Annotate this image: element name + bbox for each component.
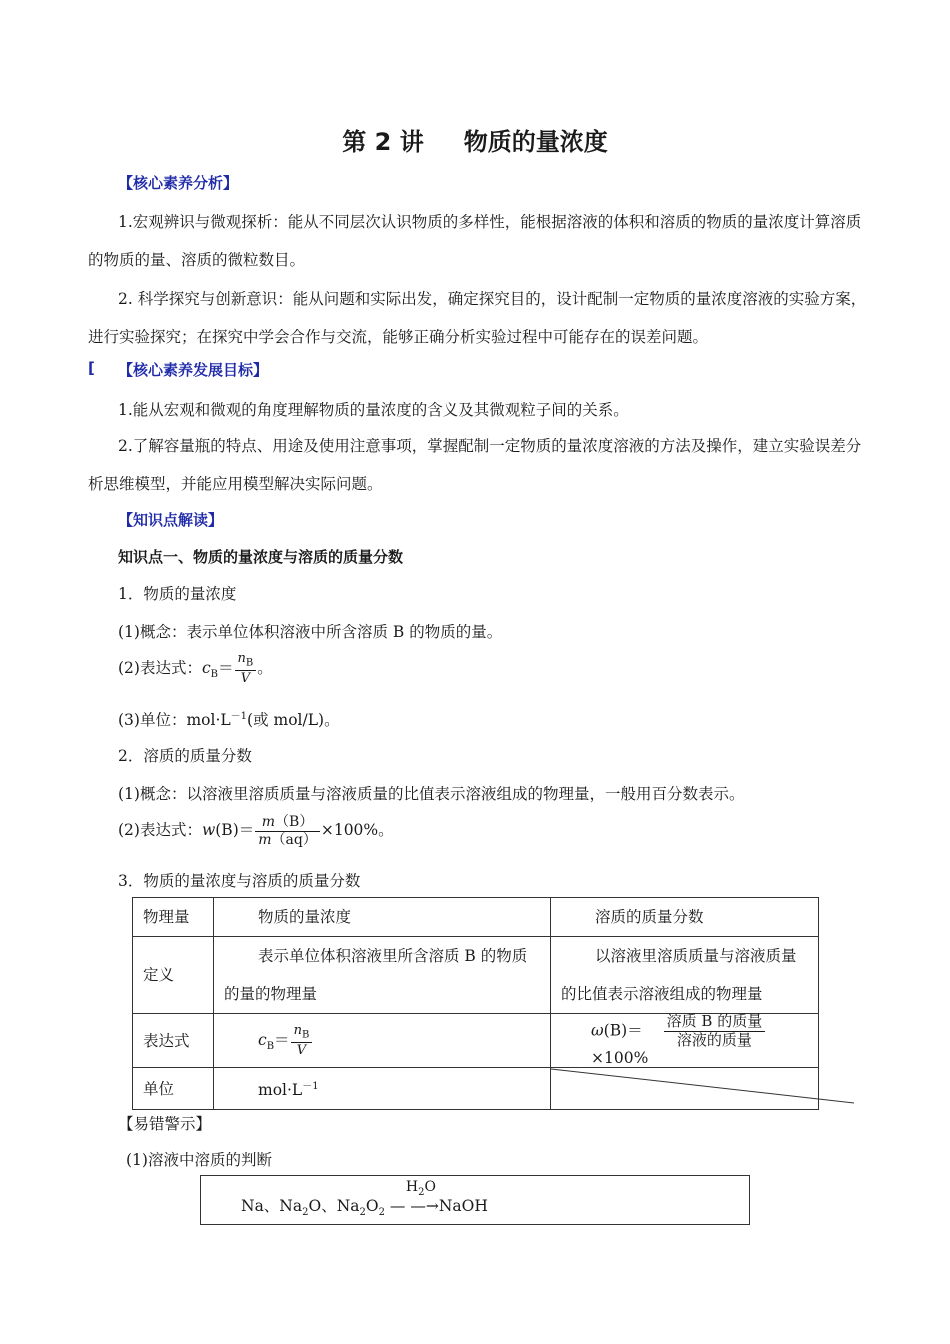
table-cell: 物理量: [133, 898, 214, 937]
table-cell: 单位: [133, 1068, 214, 1110]
section-2-title: 2．溶质的质量分数: [118, 747, 252, 765]
section-2-expression: (2)表达式：w(B)＝ $\frac{m(B)}{m(aq)}$ ×100%。: [118, 814, 394, 848]
table-cell: $mol\cdot L^{-1}$: [214, 1068, 551, 1110]
diagonal-line: [551, 1068, 854, 1104]
goals-paragraph-2: 2.了解容量瓶的特点、用途及使用注意事项，掌握配制一定物质的量浓度溶液的方法及操作，建立实验误差分析思维模型，并能应用模型解决实际问题。: [88, 437, 862, 493]
warning-heading: 【易错警示】: [118, 1115, 212, 1133]
knowledge-point-1: 知识点一、物质的量浓度与溶质的质量分数: [118, 548, 404, 566]
goals-heading: 【核心素养发展目标】: [118, 361, 269, 379]
table-cell: 溶质的质量分数: [551, 898, 819, 937]
goals-bracket: [: [88, 359, 95, 377]
table-row: [133, 1068, 819, 1110]
lecture-topic: 物质的量浓度: [463, 128, 608, 156]
water-label: $H_2O$: [405, 1179, 436, 1198]
comparison-table: [132, 897, 819, 1110]
reaction-box: [200, 1175, 750, 1225]
page-title: [0, 122, 950, 157]
core-analysis-heading: 【核心素养分析】: [118, 174, 239, 192]
table-row: [133, 937, 819, 1014]
section-1-expression: (2)表达式：$c_B=$ $\frac{n_B}{V}$ 。: [118, 651, 273, 687]
table-row: [133, 1014, 819, 1068]
goals-paragraph-1: 1.能从宏观和微观的角度理解物质的量浓度的含义及其微观粒子间的关系。: [118, 401, 629, 419]
table-cell: 定义: [133, 937, 214, 1014]
reaction-arrow: $H_2O$ — —→: [389, 1179, 439, 1215]
mass-fraction-fraction: $\frac{m(B)}{m(aq)}$: [255, 815, 320, 847]
concentration-fraction: $\frac{n_B}{V}$: [235, 652, 257, 686]
knowledge-heading: 【知识点解读】: [118, 511, 224, 529]
table-empty-cell: [551, 1068, 819, 1110]
lecture-number: 第 2 讲: [342, 128, 424, 156]
section-1-concept: (1)概念：表示单位体积溶液中所含溶质 B 的物质的量。: [118, 623, 503, 641]
warning-item-1: (1)溶液中溶质的判断: [126, 1151, 272, 1169]
section-2-concept: (1)概念：以溶液里溶质质量与溶液质量的比值表示溶液组成的物理量，一般用百分数表示。: [118, 785, 745, 803]
core-analysis-paragraph-1: 1.宏观辨识与微观探析：能从不同层次认识物质的多样性，能根据溶液的体积和溶质的物质的量浓度计算溶质的物质的量、溶质的微粒数目。: [88, 213, 862, 269]
section-3-title: 3．物质的量浓度与溶质的质量分数: [118, 872, 361, 890]
table-cell: 表示单位体积溶液里所含溶质 B 的物质的量的物理量: [214, 937, 551, 1014]
table-concentration-fraction: $\frac{n_B}{V}$: [291, 1024, 313, 1058]
table-cell: 表达式: [133, 1014, 214, 1068]
section-1-title: 1．物质的量浓度: [118, 585, 237, 603]
core-analysis-paragraph-2: 2. 科学探究与创新意识：能从问题和实际出发，确定探究目的，设计配制一定物质的量浓度溶液的实验方案，进行实验探究；在探究中学会合作与交流，能够正确分析实验过程中可能存在的误差问题。: [88, 290, 867, 346]
table-row: [133, 898, 819, 937]
reaction-equation: Na、$Na_2O$、$Na_2O_2$ $H_2O$ — —→NaOH: [241, 1179, 488, 1219]
table-cell: $c_B=$ $\frac{n_B}{V}$: [214, 1014, 551, 1068]
table-mass-fraction-fraction: $\frac{\text{溶质 B 的质量}}{\text{溶液的质量}}$: [664, 1014, 766, 1049]
section-1-unit: (3)单位：$mol\cdot L^{-1}$(或 mol/L)。: [118, 711, 340, 730]
table-cell: 以溶液里溶质质量与溶液质量的比值表示溶液组成的物理量: [551, 937, 819, 1014]
table-cell: ω(B)＝ $\frac{\text{溶质 B 的质量}}{\text{溶液的质量}}$ ×100%: [551, 1014, 819, 1068]
table-cell: 物质的量浓度: [214, 898, 551, 937]
